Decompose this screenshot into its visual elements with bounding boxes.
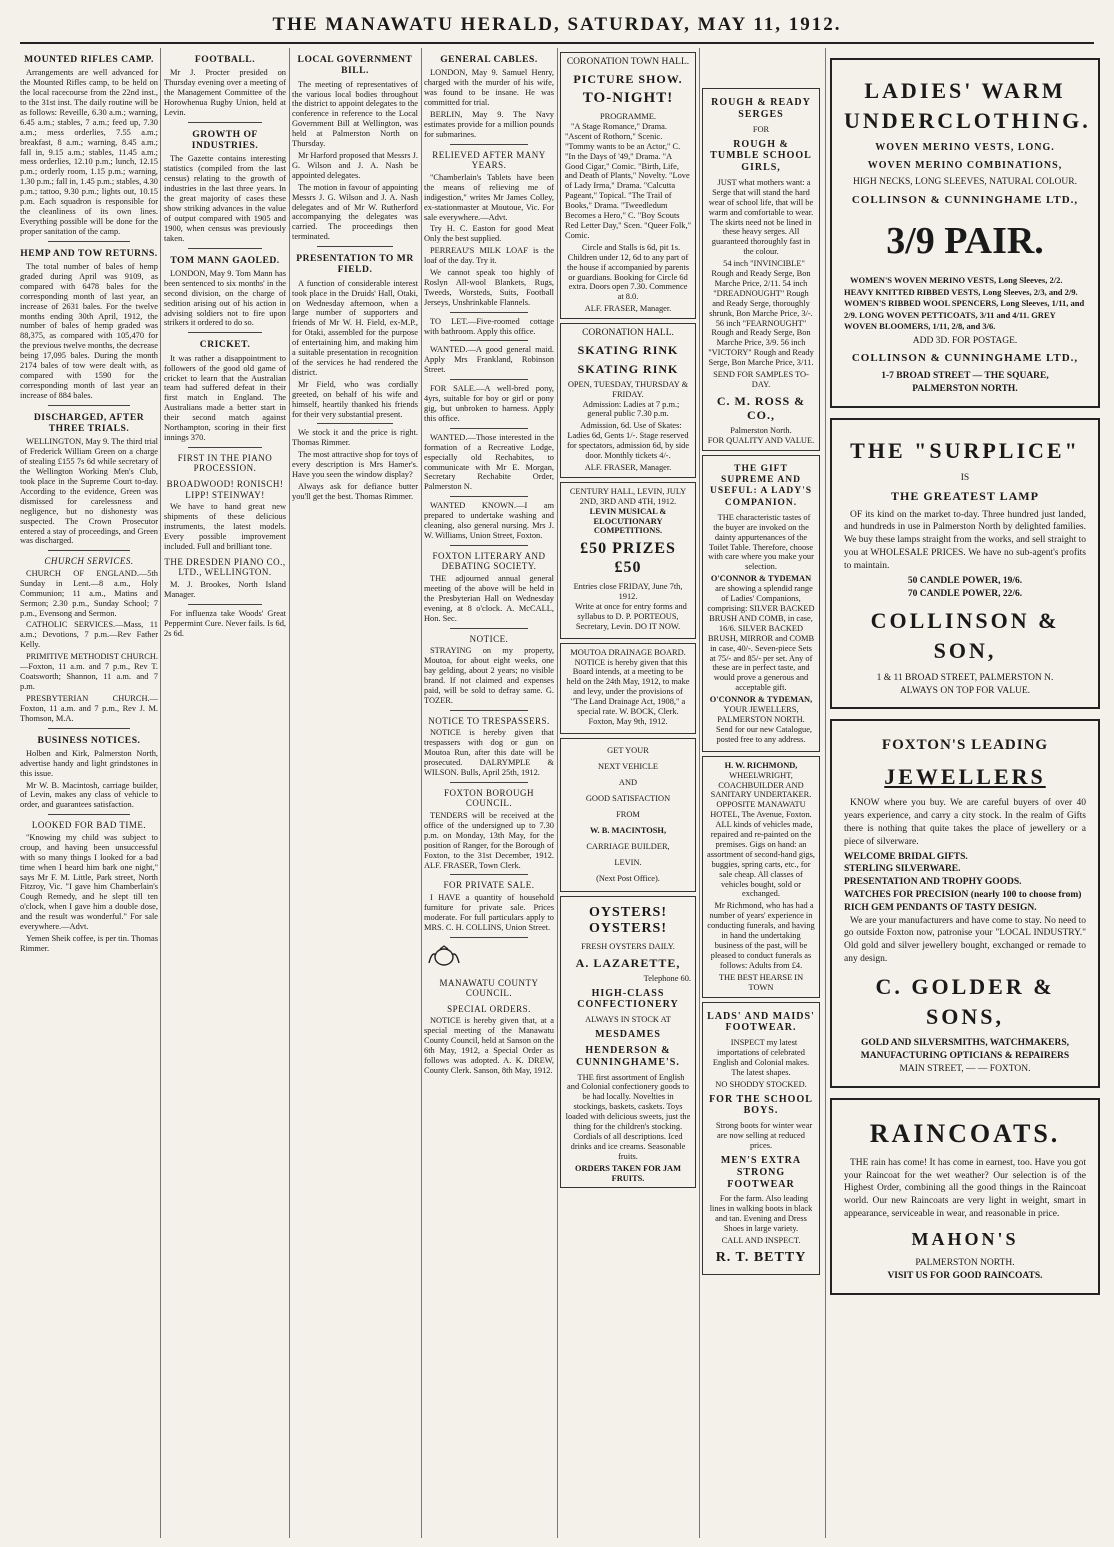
headline: NOTICE TO TRESPASSERS. xyxy=(428,715,550,726)
ad-text: SEND FOR SAMPLES TO-DAY. xyxy=(713,370,809,390)
headline: CHURCH SERVICES. xyxy=(44,556,134,567)
ad-text: Send for our new Catalogue, posted free to any address. xyxy=(715,724,813,744)
ad-text: GOLD AND SILVERSMITHS, WATCHMAKERS, MANUFACTURING OPTICIANS & REPAIRERS xyxy=(860,1038,1070,1062)
ad-text: ADD 3D. FOR POSTAGE. xyxy=(912,335,1018,346)
headline: PRESENTATION TO MR FIELD. xyxy=(296,253,414,276)
ad-text: Strong boots for winter wear are now selling at reduced prices. xyxy=(715,1121,813,1151)
ad-title: C. GOLDER & SONS, xyxy=(875,973,1055,1029)
article-text: We stock it and the price is right. Thomas Rimmer. xyxy=(292,428,418,448)
headline: FOXTON LITERARY AND DEBATING SOCIETY. xyxy=(432,550,546,572)
gift-supreme-ad xyxy=(702,455,820,752)
classified-ad: I HAVE a quantity of household furniture for private sale. Prices moderate. For full particulars apply to MRS. C. H. COLLINS, Union Street. xyxy=(424,893,554,932)
article-text: Mr W. B. Macintosh, carriage builder, of Levin, makes any class of vehicle to order, and guarantees satisfaction. xyxy=(20,780,158,810)
headline: DISCHARGED, AFTER THREE TRIALS. xyxy=(33,411,145,435)
ad-title: JEWELLERS xyxy=(884,763,1046,789)
ad-text: 50 CANDLE POWER, 19/6. xyxy=(907,575,1023,586)
divider xyxy=(188,122,261,123)
divider xyxy=(450,379,528,380)
ad-title: ROUGH & READY SERGES xyxy=(711,97,811,120)
headline: FOOTBALL. xyxy=(194,54,256,65)
jewellers-ad xyxy=(830,719,1100,1087)
ad-text: HIGH NECKS, LONG SLEEVES, NATURAL COLOUR. xyxy=(853,177,1077,188)
divider xyxy=(450,782,528,783)
divider xyxy=(48,728,131,729)
ad-text: IS xyxy=(960,472,970,483)
ad-text: OF its kind on the market to-day. Three hundred just landed, and hundreds in use in Palmerston North by delighted families. We buy these lamps straight from the works, and sell straight to you at WHOLESALE PRICES. We have no sub-agent's profits to maintain. xyxy=(844,509,1086,571)
divider xyxy=(188,447,261,448)
ad-text: Palmerston North. xyxy=(730,426,792,436)
column-7 xyxy=(830,48,1100,1538)
divider xyxy=(188,248,261,249)
ad-text: Circle and Stalls is 6d, pit 1s. Children under 12, 6d to any part of the house if accompanied by parents or guardians. Booking for Circle 6d extra. Doors open 7.30. Commence at 8.0. xyxy=(566,242,690,302)
ad-text: ORDERS TAKEN FOR JAM FRUITS. xyxy=(574,1163,681,1183)
masthead: THE MANAWATU HERALD, SATURDAY, MAY 11, 1912. xyxy=(20,8,1094,44)
ad-title: FOR THE SCHOOL BOYS. xyxy=(709,1093,813,1117)
ad-title: O'CONNOR & TYDEMAN xyxy=(710,574,812,584)
divider xyxy=(450,340,528,341)
ad-heading: CENTURY HALL, LEVIN, JULY 2ND, 3RD AND 4TH, 1912. xyxy=(569,486,687,506)
classified-ad: NOTICE is hereby given that trespassers with dog or gun on Moutoa Run, after this date will be prosecuted. DALRYMPLE & WILSON. Bulls, April 25th, 1912. xyxy=(424,728,554,777)
oysters-ad xyxy=(560,896,696,1189)
ad-text: 1 & 11 BROAD STREET, PALMERSTON N. xyxy=(876,672,1054,683)
headline: BUSINESS NOTICES. xyxy=(37,734,141,746)
ad-text: CARRIAGE BUILDER, xyxy=(586,841,670,851)
ad-text: THE rain has come! It has come in earnest, too. Have you got your Raincoat for the wet weather? Our selection is of the Highest Order, combining all the good things in the Raincoat world. Our new Raincoats are very light in weight, smart in appearance, serviceable in wear, and reasonable in price. xyxy=(844,1157,1086,1219)
ad-signature: ALF. FRASER, Manager. xyxy=(584,462,672,472)
article-text: Mr J. Procter presided on Thursday evening over a meeting of the Management Committee of the Horowhenua Rugby Union, held at Levin. xyxy=(164,68,286,117)
article-text: BERLIN, May 9. The Navy estimates provide for a million pounds for submarines. xyxy=(424,109,554,139)
ad-text: PRESENTATION AND TROPHY GOODS. xyxy=(844,877,1022,888)
ad-text: 54 inch "INVINCIBLE" Rough and Ready Serge, Bon Marche Price, 2/11. 54 inch "DREADNOUGHT" Rough and Ready Serge, thoroughly shrunk, Bon Marche Price, 3/-. 56 inch "FEARNOUGHT" Rough and Ready Serge, Bon Marche Price, 3/9. 56 inch "VICTORY" Rough and Ready Serge, Bon Marche Price, 3/11. xyxy=(708,259,814,368)
divider xyxy=(450,874,528,875)
ad-title: O'CONNOR & TYDEMAN, xyxy=(709,695,813,705)
article-text: WELLINGTON, May 9. The third trial of Frederick William Green on a charge of stealing £155 7s 6d while secretary of the Wellington Working Men's Club, took place in the Supreme Court to-day. According to the evidence, Green was dismissed for carelessness and negligence, but no dishonesty was suspected. The Crown Prosecutor entered a stay of proceedings, and Green was discharged. xyxy=(20,437,158,546)
column-rule xyxy=(557,48,558,1538)
ad-title: FOXTON'S LEADING xyxy=(881,737,1049,754)
ad-text: (Next Post Office). xyxy=(596,873,660,883)
column-4 xyxy=(424,48,554,1538)
ad-text: AND xyxy=(618,777,638,787)
ad-text: 70 CANDLE POWER, 22/6. xyxy=(907,588,1023,599)
underclothing-ad xyxy=(830,58,1100,408)
article-text: The total number of bales of hemp graded during April was 9109, as compared with 6478 bales for the corresponding month of last year, an increase of 2631 bales. For the twelve months ending 30th April, 1912, the number of bales of hemp graded was 88,375, as compared with 105,470 for the previous twelve months, the decrease being 17,095 bales. During the month 2174 bales of tow were dealt with, as compared with 1590 for the corresponding month of last year an increase of 884 bales. xyxy=(20,262,158,400)
article-text: We cannot speak too highly of Roslyn All-wool Blankets, Rugs, Tweeds, Worsteds, Suits, Football Jerseys, Unshrinkable Flannels. xyxy=(424,268,554,307)
vehicle-ad xyxy=(560,738,696,892)
ad-heading: CORONATION TOWN HALL. xyxy=(566,57,690,67)
ad-title: A. LAZARETTE, xyxy=(575,955,681,970)
divider xyxy=(188,332,261,333)
ad-text: RICH GEM PENDANTS OF TASTY DESIGN. xyxy=(844,902,1037,913)
ad-text: FOR QUALITY AND VALUE. xyxy=(707,436,815,446)
serges-ad xyxy=(702,88,820,451)
article-text: A function of considerable interest took place in the Druids' Hall, Otaki, on Wednesday afternoon, when a large number of supporters and friends of Mr W. H. Field, ex-M.P., for Otaki, assembled for the purpose of entertaining him, and making him a suitable presentation in recognition of the services he had rendered the district. xyxy=(292,278,418,377)
ad-title: R. T. BETTY xyxy=(715,1249,807,1265)
ad-title: MESDAMES xyxy=(595,1029,661,1041)
ad-text: WOMEN'S WOVEN MERINO VESTS, Long Sleeves, 2/2. HEAVY KNITTED RIBBED VESTS, Long Sleeves, 2/3, and 2/9. WOMEN'S RIBBED WOOL SPENCERS, Long Sleeves, 1/11, and 2/9. LONG WOVEN PETTICOATS, 3/11 and 4/11. GREY WOVEN BLOOMERS, 1/11, 2/8, and 3/6. xyxy=(844,275,1085,332)
classified-ad: FOR SALE.—A well-bred pony, 4yrs, suitable for boy or girl or pony gig, but unbroken to harness. Apply this office. xyxy=(424,384,554,423)
ad-subtitle: WOVEN MERINO VESTS, LONG. xyxy=(875,142,1055,154)
divider xyxy=(450,144,528,145)
divider xyxy=(48,550,131,551)
ad-text: MAIN STREET, — — FOXTON. xyxy=(899,1063,1031,1074)
ad-text: WELCOME BRIDAL GIFTS. xyxy=(844,851,968,862)
ad-text: FROM xyxy=(616,809,640,819)
article-text: PRESBYTERIAN CHURCH.—Foxton, 11 a.m. and 7 p.m., Rev J. M. Thomson, M.A. xyxy=(20,693,158,723)
ad-title: COLLINSON & CUNNINGHAME LTD., xyxy=(851,352,1079,365)
divider xyxy=(48,814,131,815)
headline: CRICKET. xyxy=(199,339,251,351)
ad-title: PICTURE SHOW. xyxy=(573,72,683,87)
ad-text: Mr Richmond, who has had a number of years' experience in conducting funerals, and having in hand the undertaking business of the past, will be pleased to conduct funerals as follows: Adults from £4. xyxy=(707,901,815,970)
wheelwright-ad xyxy=(702,756,820,998)
ad-text: Telephone 60. xyxy=(643,973,691,983)
ad-text: LEVIN. xyxy=(614,857,642,867)
column-rule xyxy=(160,48,161,1538)
headline: LOOKED FOR BAD TIME. xyxy=(31,820,147,831)
classified-ad: WANTED.—Those interested in the formation of a Recreative Lodge, especially old Rechabites, to communicate with Mr E. Morgan, Secretary Rechabite Order, Palmerston N. xyxy=(424,432,554,492)
ad-text: NOTICE is hereby given that this Board intends, at a meeting to be held on the 24th May, 1912, to make and levy, under the provisions of "The Land Drainage Act, 1908," a special rate. W. BOCK, Clerk. Foxton, May 9th, 1912. xyxy=(566,657,690,726)
ad-text: ALWAYS ON TOP FOR VALUE. xyxy=(899,685,1031,696)
ad-text: YOUR JEWELLERS, xyxy=(723,705,799,715)
ad-title: LADS' AND MAIDS' FOOTWEAR. xyxy=(707,1010,815,1034)
ad-text: ALWAYS IN STOCK AT xyxy=(585,1015,671,1025)
ad-text: FOR xyxy=(752,124,770,134)
divider xyxy=(450,496,528,497)
skating-rink-ad xyxy=(560,323,696,478)
ad-title: MEN'S EXTRA STRONG FOOTWEAR xyxy=(720,1154,802,1190)
headline: BROADWOOD! RONISCH! LIPP! STEINWAY! xyxy=(166,479,284,500)
article-text: "Knowing my child was subject to croup, and having been unsuccessful with so many things I looked for a bad time when I heard him bark one night," says Mr F. M. Little, Park street, North Fitzroy, Vic. "I gave him Chamberlain's Cough Remedy, and he slept till ten o'clock, when I gave him a double dose, and the result was wonderful." For sale everywhere.—Advt. xyxy=(20,832,158,932)
ad-text: INSPECT my latest importations of celebrated English and Colonial makes. The latest shapes. xyxy=(712,1038,810,1077)
ad-title: COLLINSON & SON, xyxy=(870,608,1060,664)
headline: RELIEVED AFTER MANY YEARS. xyxy=(432,149,546,171)
article-text: It was rather a disappointment to followers of the good old game of cricket to learn that the Australian team had suffered defeat in their first match in England. The Australians made a better start in their second match against Northampton, scoring in their first innings 370. xyxy=(164,353,286,442)
ad-text: GOOD SATISFACTION xyxy=(585,793,671,803)
ad-text: OPPOSITE MANAWATU HOTEL, The Avenue, Foxton. xyxy=(710,800,812,820)
divider xyxy=(450,710,528,711)
ad-text: "A Stage Romance," Drama. "Ascent of Rothorn," Scenic. "Tommy wants to be an Actor," C. "In the Days of '49," Drama. "A Good Cigar," Comic. "Birth, Life, and Death of Plants," Novelty. "Love of Lady Irma," Drama. "Calcutta Pageant," Topical. "The Trail of Books," Drama. "Tweedledum Becomes a Hero," C. "Boy Scouts Red Letter Day," Scen. "Queer Folk," Comic. xyxy=(565,121,691,240)
article-text: Yemen Sheik coffee, is per tin. Thomas Rimmer. xyxy=(20,933,158,953)
ad-text: PALMERSTON NORTH. xyxy=(912,384,1018,395)
column-3 xyxy=(292,48,418,1538)
headline: FOXTON BOROUGH COUNCIL. xyxy=(443,787,535,809)
article-text: The Gazette contains interesting statistics (compiled from the last census) relating to the growth of industries in the last three years. In the great majority of cases these show striking advances in the value of output compared with 1905 and 1900, when census was previously taken. xyxy=(164,154,286,243)
classified-ad: WANTED.—A good general maid. Apply Mrs Frankland, Robinson Street. xyxy=(424,345,554,375)
ad-title: COLLINSON & CUNNINGHAME LTD., xyxy=(851,194,1079,207)
article-text: Always ask for defiance butter you'll get the best. Thomas Rimmer. xyxy=(292,481,418,501)
ad-subheading: PROGRAMME. xyxy=(599,112,657,122)
article-text: PRIMITIVE METHODIST CHURCH.—Foxton, 11 a.m. and 7 p.m., Rev T. Coatsworth; Shannon, 11 a.m. and 7 p.m. xyxy=(20,652,158,691)
classified-ad: THE adjourned annual general meeting of the above will be held in the Presbyterian Hall on Wednesday evening, at 8 o'clock. A. McCALL, Hon. Sec. xyxy=(424,574,554,623)
divider xyxy=(48,241,131,242)
ad-title: RAINCOATS. xyxy=(869,1118,1061,1148)
ad-title: MAHON'S xyxy=(911,1228,1019,1249)
headline: GENERAL CABLES. xyxy=(440,54,538,65)
ad-heading: MOUTOA DRAINAGE BOARD. xyxy=(570,647,686,657)
ad-text: PALMERSTON NORTH. xyxy=(717,714,805,724)
article-text: LONDON, May 9. Samuel Henry, charged with the murder of his wife, was found to be insane. He was committed for trial. xyxy=(424,68,554,108)
headline: MOUNTED RIFLES CAMP. xyxy=(24,54,154,65)
headline: TOM MANN GAOLED. xyxy=(170,254,280,266)
ad-title: LADIES' WARM UNDERCLOTHING. xyxy=(844,78,1091,133)
headline: MANAWATU COUNTY COUNCIL. xyxy=(439,977,539,999)
article-text: Holben and Kirk, Palmerston North, advertise handy and light grindstones in this issue. xyxy=(20,748,158,778)
ad-text: CALL AND INSPECT. xyxy=(721,1236,801,1245)
column-5 xyxy=(560,48,696,1538)
ad-text: Write at once for entry forms and syllabus to D. P. PORTEOUS, Secretary, Levin. DO IT NOW. xyxy=(575,601,687,631)
article-text: The meeting of representatives of the various local bodies throughout the district to appoint delegates to the conference in reference to the Local Government Bill at Wellington, was held at Palmerston North on Thursday. xyxy=(292,79,418,149)
article-text: Arrangements are well advanced for the Mounted Rifles camp, to be held on the local racecourse from the 22nd inst., to the 31st inst. The daily routine will be as follows: Reveille, 6.30 a.m.; warning, 6.45 a.m.; stables, 7 a.m.; feed up, 7.30 a.m.; mess orderlies, 7.55 a.m.; breakfast, 8 a.m.; warning, 8.45 a.m.; fall in, 9.15 a.m.; stables, 11.45 a.m.; mess orderlies, 12.10 p.m.; lunch, 12.15 p.m.; orderly room, 1.15 p.m.; warning, 1.30 p.m.; fall in, 1.45 p.m.; stables, 4.30 p.m.; tattoo, 9.30 p.m.; lights out, 10.15 p.m. Each squadron is responsible for the cleanliness of its own lines. Everything possible will be done for the proper sanitation of the camp. xyxy=(20,68,158,236)
article-text: PERREAU'S MILK LOAF is the loaf of the day. Try it. xyxy=(424,246,554,266)
ad-title: HENDERSON & CUNNINGHAME'S. xyxy=(576,1044,680,1068)
raincoats-ad xyxy=(830,1098,1100,1295)
ad-title: THE "SURPLICE" xyxy=(850,437,1080,463)
ad-text: VISIT US FOR GOOD RAINCOATS. xyxy=(887,1270,1043,1281)
ad-text: JUST what mothers want: a Serge that will stand the hard wear of school life, that will be warm and comfortable to wear. The skirts need not be lined in these heavy serges. All guaranteed thoroughly fast in the colour. xyxy=(708,177,814,257)
article-text: The motion in favour of appointing Messrs J. G. Wilson and J. A. Nash delegates and of Mr W. Rutherford accompanying the delegates was carried. The proceedings then terminated. xyxy=(292,182,418,242)
ad-text: THE characteristic tastes of the buyer are invoked on the dainty appurtenances of the Toilet Table. Therefore, choose with care where you make your selection. xyxy=(708,512,814,572)
column-rule xyxy=(421,48,422,1538)
ad-text: For the farm. Also leading lines in walking boots in black and tan. Evening and Dress Shoes in large variety. xyxy=(709,1194,813,1234)
ad-title: THE GIFT SUPREME AND USEFUL: A LADY'S COMPANION. xyxy=(709,464,813,508)
ad-title: H. W. RICHMOND, xyxy=(724,760,798,770)
ad-title: LEVIN MUSICAL & ELOCUTIONARY COMPETITIONS. xyxy=(589,506,667,536)
surplice-lamp-ad xyxy=(830,418,1100,709)
ad-text: KNOW where you buy. We are careful buyers of over 40 years experience, and carry a city stock. In the realm of Gifts there is nothing that quite takes the place of jewellery or a piece of silverware. xyxy=(844,798,1086,847)
ad-text: 1-7 BROAD STREET — THE SQUARE, xyxy=(881,371,1049,382)
headline: NOTICE. xyxy=(469,633,509,644)
ad-text: NO SHODDY STOCKED. xyxy=(715,1079,807,1089)
ad-text: Entries close FRIDAY, June 7th, 1912. xyxy=(573,582,683,602)
article-text: CATHOLIC SERVICES.—Mass, 11 a.m.; Devotions, 7 p.m.—Rev Father Kelly. xyxy=(20,620,158,650)
divider xyxy=(188,604,261,605)
ad-title: OYSTERS! OYSTERS! xyxy=(588,904,668,937)
article-text: LONDON, May 9. Tom Mann has been sentenced to six months' in the second division, on the charge of sedition arising out of his action in advising soldiers not to fire upon strikers it ordered to do so. xyxy=(164,268,286,328)
ad-text: ALL kinds of vehicles made, repaired and re-painted on the premises. Gigs on hand: an assortment of second-hand gigs, buggies, spring carts, etc., for sale cheap. All classes of vehicles bought, sold or exchanged. xyxy=(707,820,815,899)
ad-text: are showing a splendid range of Ladies' Companions, comprising: SILVER BACKED BRUSH AND COMB, in case, 16/6. SILVER BACKED BRUSH, MIRROR and COMB in case, 40/-. Seven-piece Sets at 75/- and 85/- per set. Any of these are in perfect taste, and would prove a generous and acceptable gift. xyxy=(707,584,815,693)
ad-title: SKATING RINK xyxy=(577,343,679,358)
ad-text: THE first assortment of English and Colonial confectionery goods to be had locally. Novelties in stockings, baskets, caskets. Toys loaded with delicious sweets, just the thing for the children's stocking. Cordials of all descriptions. Iced drinks and ice creams. Seasonable fruits. xyxy=(565,1072,691,1161)
article-text: For influenza take Woods' Great Peppermint Cure. Never fails. Is 6d, 2s 6d. xyxy=(164,608,286,638)
ad-text: THE BEST HEARSE IN TOWN xyxy=(718,972,804,992)
ad-text: FRESH OYSTERS DAILY. xyxy=(581,941,675,951)
article-text: M. J. Brookes, North Island Manager. xyxy=(164,580,286,599)
article-text: Mr Harford proposed that Messrs J. G. Wilson and J. A. Nash be appointed delegates. xyxy=(292,150,418,180)
divider xyxy=(450,937,528,938)
ad-text: We are your manufacturers and have come to stay. No need to go outside Foxton now, patronise your "LOCAL INDUSTRY." Old gold and silver jewellery bought, exchanged or remade to any design. xyxy=(844,915,1086,965)
headline: FOR PRIVATE SALE. xyxy=(443,880,535,891)
divider xyxy=(48,405,131,406)
coat-of-arms-icon xyxy=(424,945,464,967)
classified-ad: TENDERS will be received at the office of the undersigned up to 7.30 p.m. on Monday, 13th May, for the position of Ranger, for the Borough of Foxton, to the 31st December, 1912. ALF. FRASER, Town Clerk. xyxy=(424,811,554,870)
divider xyxy=(317,246,393,247)
column-rule xyxy=(825,48,826,1538)
divider xyxy=(450,428,528,429)
ad-text: PALMERSTON NORTH. xyxy=(915,1258,1015,1269)
ad-text: GET YOUR xyxy=(607,745,649,755)
divider xyxy=(450,628,528,629)
headline: SPECIAL ORDERS. xyxy=(447,1003,531,1014)
headline: THE DRESDEN PIANO CO., LTD., WELLINGTON. xyxy=(164,556,286,578)
classified-ad: TO LET.—Five-roomed cottage with bathroom. Apply this office. xyxy=(424,316,554,336)
column-6 xyxy=(702,48,820,1538)
footwear-ad xyxy=(702,1002,820,1276)
competitions-ad xyxy=(560,482,696,639)
article-text: Try H. C. Easton for good Meat Only the best supplied. xyxy=(424,224,554,244)
headline: LOCAL GOVERNMENT BILL. xyxy=(297,54,413,77)
ad-title: HIGH-CLASS CONFECTIONERY xyxy=(577,987,679,1011)
ad-text: WATCHES FOR PRECISION (nearly 100 to choose from) xyxy=(844,889,1082,900)
ad-text: STERLING SILVERWARE. xyxy=(844,864,961,875)
price: 3/9 PAIR. xyxy=(886,220,1044,263)
ad-title: W. B. MACINTOSH, xyxy=(589,825,667,835)
column-rule xyxy=(699,48,700,1538)
article-text: We have to hand great new shipments of these delicious instruments, the latest models. Every possible improvement included. Full and brilliant tone. xyxy=(164,502,286,551)
classified-ad: STRAYING on my property, Moutoa, for about eight weeks, one bay gelding, about 2 years; no visible brand. If not claimed and expenses paid, will be sold to defray same. G. TOZER. xyxy=(424,646,554,705)
article-text: CHURCH OF ENGLAND.—5th Sunday in Lent.—8 a.m., Holy Communion; 11 a.m., Matins and Sermon; 2.30 p.m., Sunday School; 7 p.m., Evensong and Sermon. xyxy=(20,568,158,618)
drainage-board-ad xyxy=(560,643,696,734)
ad-title: ROUGH & TUMBLE SCHOOL GIRLS, xyxy=(710,138,812,174)
article-text: The most attractive shop for toys of every description is Mrs Hamer's. Have you seen the window display? xyxy=(292,450,418,480)
ad-signature: ALF. FRASER, Manager. xyxy=(584,304,672,314)
ad-title: TO-NIGHT! xyxy=(582,90,674,107)
article-text: "Chamberlain's Tablets have been the means of relieving me of indigestion," writes Mr James Colley, ex-stationmaster at Moutoue, Vic. For sale everywhere.—Advt. xyxy=(424,172,554,222)
picture-show-ad xyxy=(560,52,696,319)
ad-heading: CORONATION HALL. xyxy=(582,328,674,339)
ad-title: C. M. ROSS & CO., xyxy=(716,393,806,423)
ad-text: NEXT VEHICLE xyxy=(598,761,658,771)
divider xyxy=(317,423,393,424)
divider xyxy=(450,312,528,313)
column-rule xyxy=(289,48,290,1538)
divider xyxy=(450,545,528,546)
ad-title: SKATING RINK xyxy=(577,361,679,376)
ad-title: THE GREATEST LAMP xyxy=(891,489,1039,504)
article-text: Mr Field, who was cordially greeted, on behalf of his wife and himself, heartily thanked his friends for their very substantial present. xyxy=(292,379,418,419)
column-2 xyxy=(164,48,286,1538)
ad-title: £50 PRIZES £50 xyxy=(580,540,676,577)
headline: GROWTH OF INDUSTRIES. xyxy=(191,128,259,152)
ad-text: WHEELWRIGHT, COACHBUILDER AND SANITARY UNDERTAKER. xyxy=(710,770,812,800)
headline: FIRST IN THE PIANO PROCESSION. xyxy=(177,452,273,474)
headline: HEMP AND TOW RETURNS. xyxy=(20,247,158,259)
ad-subtitle: WOVEN MERINO COMBINATIONS, xyxy=(867,159,1063,171)
ad-text: Admission: Ladies at 7 p.m.; general public 7.30 p.m. xyxy=(582,399,680,419)
ad-text: Admission, 6d. Use of Skates: Ladies 6d, Gents 1/-. Stage reserved for spectators, admission 6d, by side door. Monthly tickets 4/-. xyxy=(566,421,690,461)
ad-subheading: OPEN, TUESDAY, THURSDAY & FRIDAY. xyxy=(567,379,689,399)
classified-ad: WANTED KNOWN.—I am prepared to undertake washing and cleaning, also general nursing. Mrs J. W. Williams, Union Street, Foxton. xyxy=(424,501,554,540)
column-1 xyxy=(20,48,158,1538)
classified-ad: NOTICE is hereby given that, at a special meeting of the Manawatu County Council, held at Sanson on the 6th May, 1912, a Special Order as follows was adopted. A. K. DREW, County Clerk. Sanson, 8th May, 1912. xyxy=(424,1016,554,1075)
